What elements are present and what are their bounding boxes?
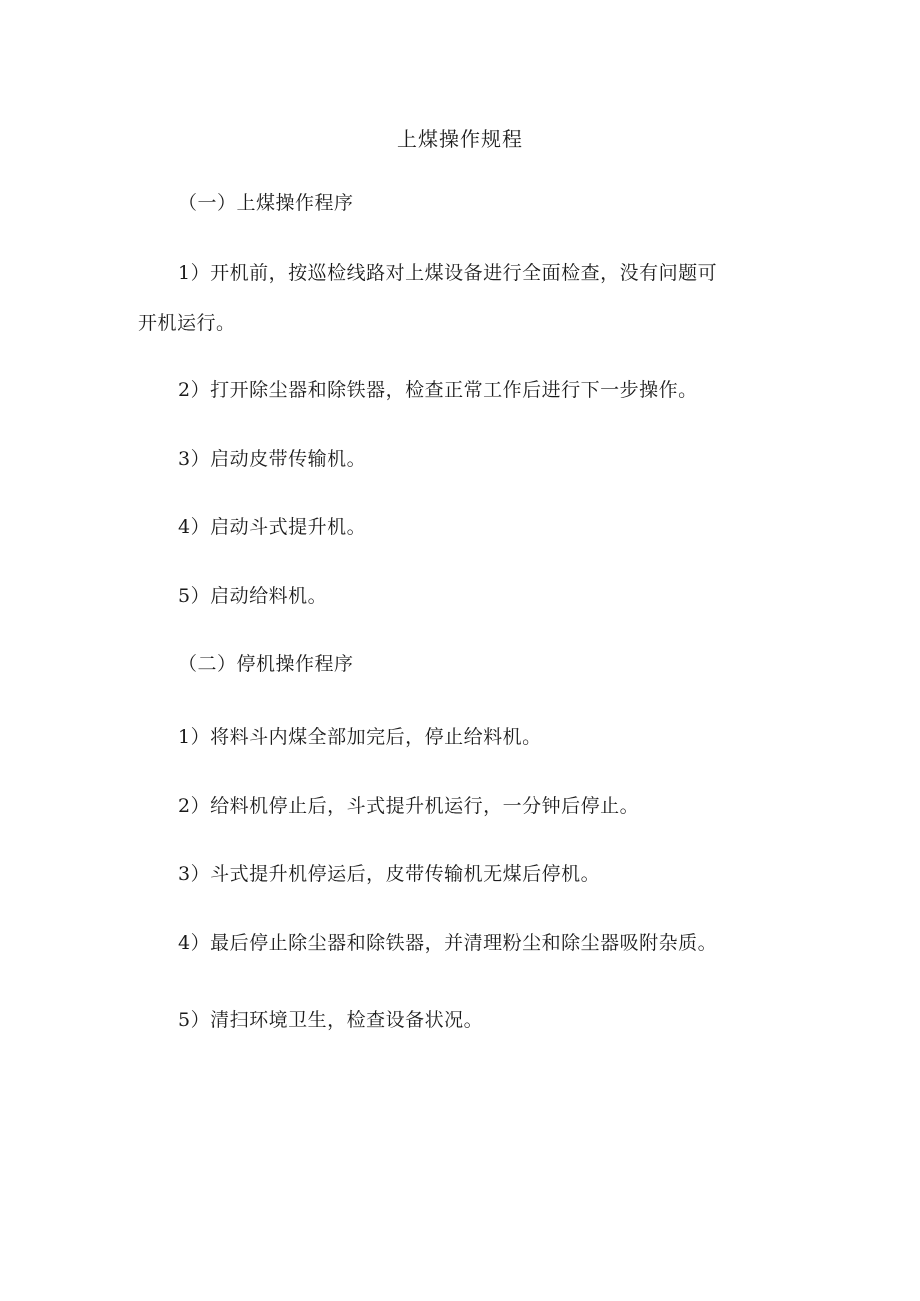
section2-step4: 4）最后停止除尘器和除铁器，并清理粉尘和除尘器吸附杂质。 (178, 932, 718, 954)
document-title: 上煤操作规程 (397, 127, 523, 151)
section1-step1-line1: 1）开机前，按巡检线路对上煤设备进行全面检查，没有问题可 (178, 262, 718, 284)
section1-step2: 2）打开除尘器和除铁器，检查正常工作后进行下一步操作。 (178, 379, 698, 401)
section1-step5: 5）启动给料机。 (178, 585, 328, 607)
section1-step1-line2: 开机运行。 (138, 312, 236, 334)
section2-step3: 3）斗式提升机停运后，皮带传输机无煤后停机。 (178, 863, 601, 885)
section1-step3: 3）启动皮带传输机。 (178, 448, 367, 470)
section2-heading: （二）停机操作程序 (178, 653, 354, 675)
section2-step2: 2）给料机停止后，斗式提升机运行，一分钟后停止。 (178, 795, 640, 817)
section1-heading: （一）上煤操作程序 (178, 192, 354, 214)
section2-step1: 1）将料斗内煤全部加完后，停止给料机。 (178, 726, 542, 748)
section2-step5: 5）清扫环境卫生，检查设备状况。 (178, 1009, 484, 1031)
section1-step4: 4）启动斗式提升机。 (178, 516, 367, 538)
